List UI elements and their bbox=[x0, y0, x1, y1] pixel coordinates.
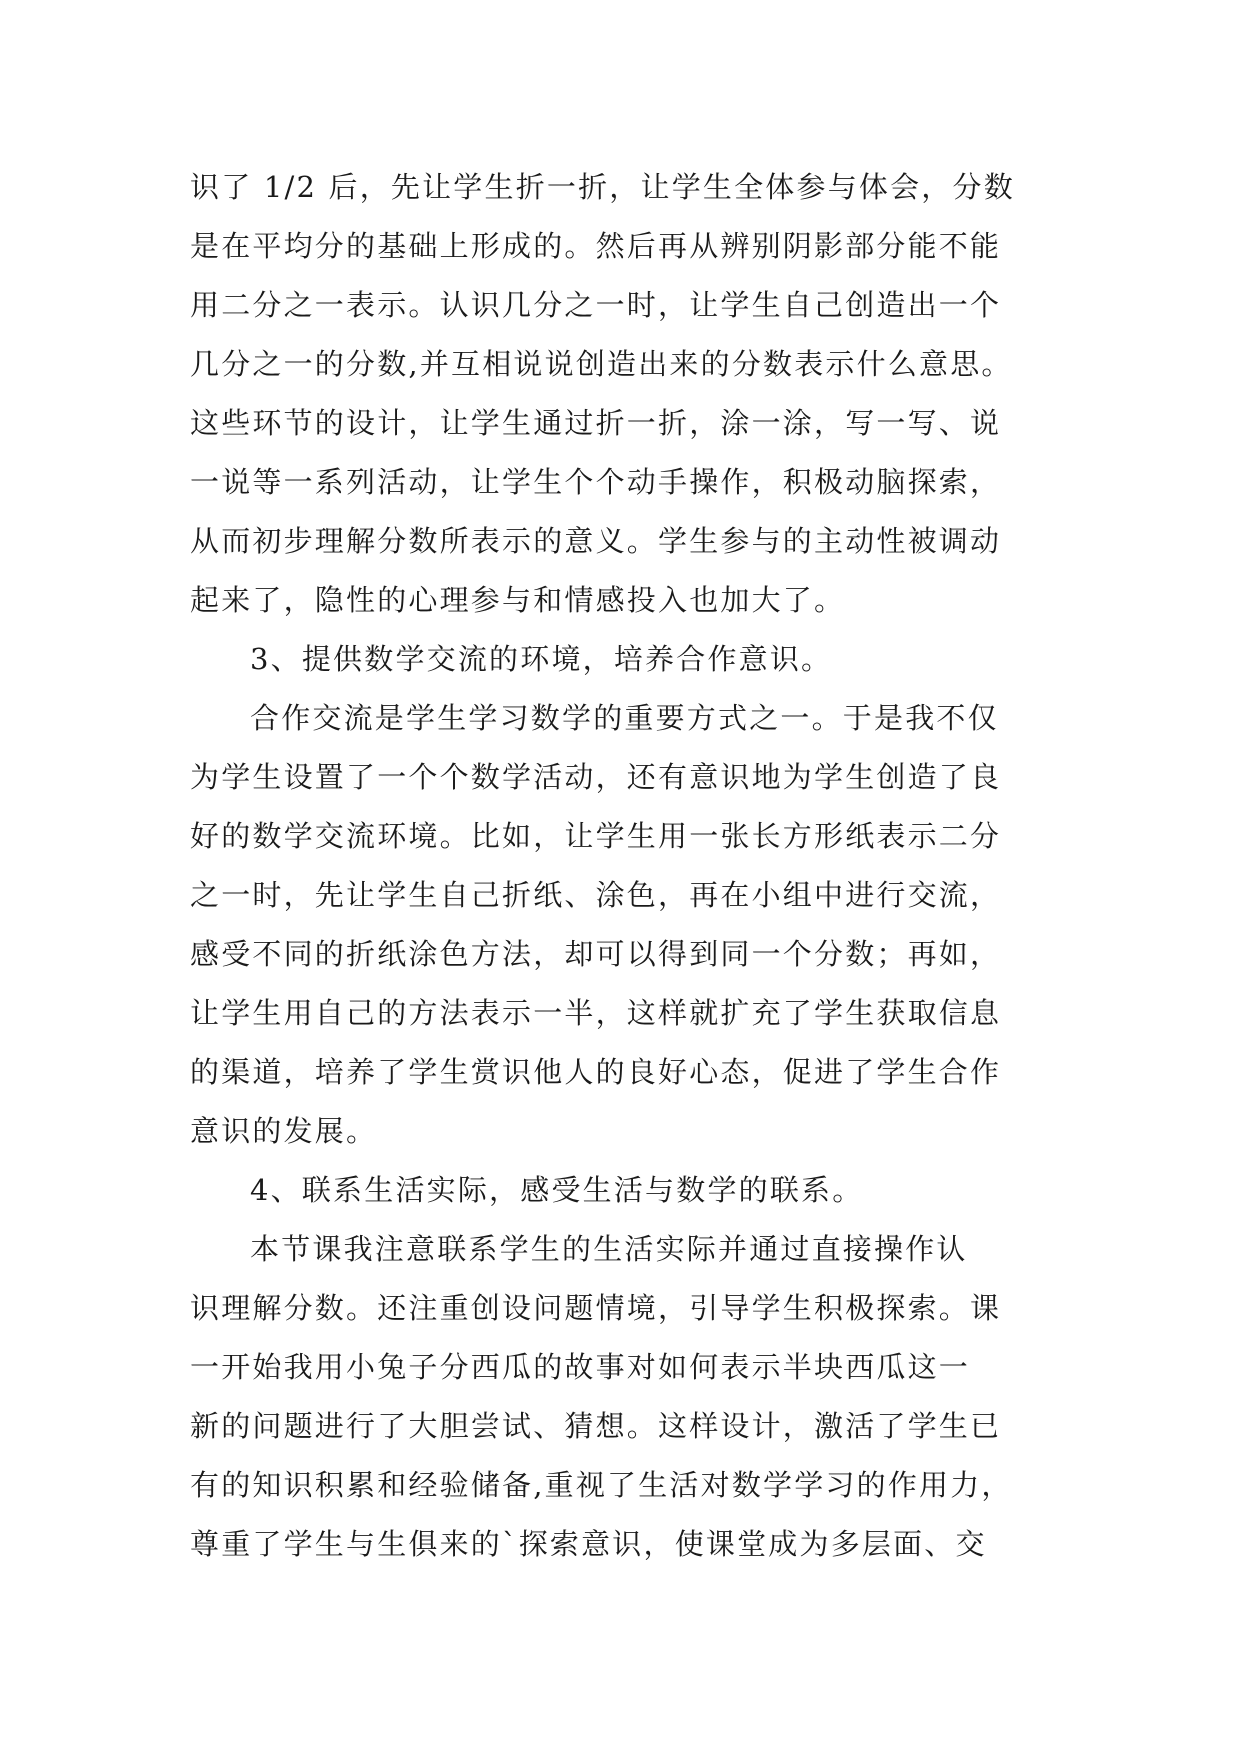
text-line: 合作交流是学生学习数学的重要方式之一。于是我不仅 bbox=[250, 701, 999, 735]
text-line: 用二分之一表示。认识几分之一时，让学生自己创造出一个 bbox=[190, 288, 1002, 322]
text-line: 有的知识积累和经验储备,重视了生活对数学学习的作用力， bbox=[190, 1468, 1013, 1502]
text-line: 3、提供数学交流的环境，培养合作意识。 bbox=[250, 642, 833, 676]
text-line: 是在平均分的基础上形成的。然后再从辨别阴影部分能不能 bbox=[190, 229, 1002, 263]
text-line: 尊重了学生与生俱来的`探索意识，使课堂成为多层面、交 bbox=[190, 1527, 987, 1561]
text-line: 一开始我用小兔子分西瓜的故事对如何表示半块西瓜这一 bbox=[190, 1350, 971, 1384]
text-line: 一说等一系列活动，让学生个个动手操作，积极动脑探索， bbox=[190, 465, 1002, 499]
text-line: 4、联系生活实际，感受生活与数学的联系。 bbox=[250, 1173, 864, 1207]
text-line: 几分之一的分数,并互相说说创造出来的分数表示什么意思。 bbox=[190, 347, 1013, 381]
text-line: 从而初步理解分数所表示的意义。学生参与的主动性被调动 bbox=[190, 524, 1002, 558]
text-line: 的渠道，培养了学生赏识他人的良好心态，促进了学生合作 bbox=[190, 1055, 1002, 1089]
text-line: 感受不同的折纸涂色方法，却可以得到同一个分数；再如， bbox=[190, 937, 1002, 971]
text-line: 之一时，先让学生自己折纸、涂色，再在小组中进行交流， bbox=[190, 878, 1002, 912]
text-line: 意识的发展。 bbox=[190, 1114, 378, 1148]
body-text bbox=[190, 158, 1060, 1574]
text-line: 让学生用自己的方法表示一半，这样就扩充了学生获取信息 bbox=[190, 996, 1002, 1030]
text-line: 这些环节的设计，让学生通过折一折，涂一涂，写一写、说 bbox=[190, 406, 1002, 440]
text-line: 新的问题进行了大胆尝试、猜想。这样设计，激活了学生已 bbox=[190, 1409, 1002, 1443]
text-line: 好的数学交流环境。比如，让学生用一张长方形纸表示二分 bbox=[190, 819, 1002, 853]
text-line: 本节课我注意联系学生的生活实际并通过直接操作认 bbox=[250, 1232, 968, 1266]
text-line: 识理解分数。还注重创设问题情境，引导学生积极探索。课 bbox=[190, 1291, 1002, 1325]
text-line: 起来了，隐性的心理参与和情感投入也加大了。 bbox=[190, 583, 846, 617]
text-line: 识了 1/2 后，先让学生折一折，让学生全体参与体会，分数 bbox=[190, 170, 1015, 204]
text-line: 为学生设置了一个个数学活动，还有意识地为学生创造了良 bbox=[190, 760, 1002, 794]
